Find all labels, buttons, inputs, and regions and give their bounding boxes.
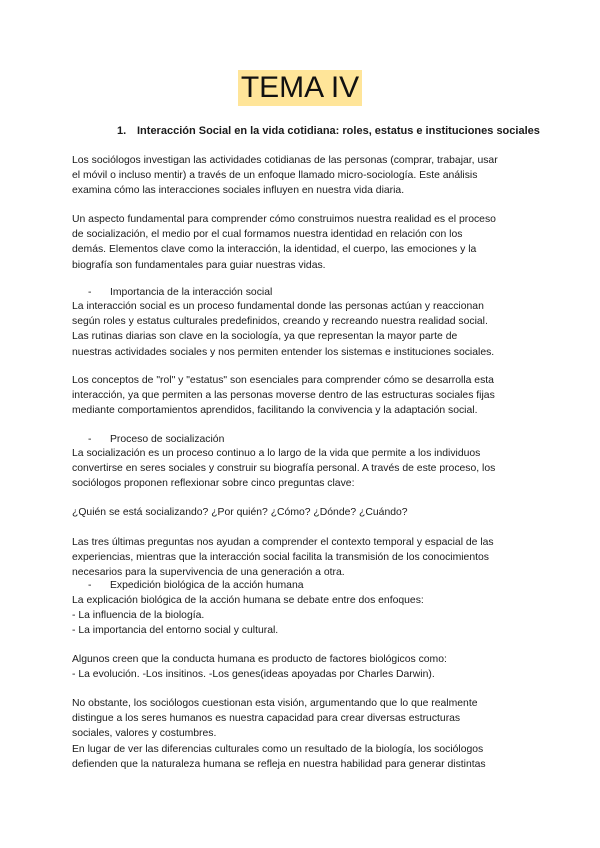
paragraph-socialization-process	[72, 446, 532, 492]
bullet-text: Proceso de socialización	[110, 434, 225, 445]
paragraph-biology-approaches	[72, 593, 532, 639]
bullet-text: Importancia de la interacción social	[110, 287, 273, 298]
paragraph-context	[72, 535, 532, 581]
paragraph-interaction	[72, 299, 532, 360]
text-line: experiencias, mientras que la interacción social facilita la transmisión de los conocimientos	[72, 552, 489, 564]
bullet-text: Expedición biológica de la acción humana	[110, 580, 304, 591]
bullet-dash: -	[88, 580, 92, 591]
text-line: - La influencia de la biología.	[72, 610, 205, 622]
text-line: ¿Quién se está socializando? ¿Por quién? ¿Cómo? ¿Dónde? ¿Cuándo?	[72, 507, 408, 518]
page-title: TEMA IV	[238, 70, 362, 106]
bullet-heading-biology	[88, 578, 304, 593]
bullet-heading-interaction	[88, 285, 272, 300]
text-line: biografía son fundamentales para guiar nuestras vidas.	[72, 259, 326, 271]
text-line: necesarios para la supervivencia de una generación a otra.	[72, 567, 345, 579]
text-line: convertirse en seres sociales y construir su biografía personal. A través de este proceso, los	[72, 463, 496, 475]
text-line: Los sociólogos investigan las actividades cotidianas de las personas (comprar, trabajar, usar	[72, 155, 498, 166]
text-line: La socialización es un proceso continuo a lo largo de la vida que permite a los individuos	[72, 448, 481, 459]
text-line: interacción, ya que permiten a las personas moverse dentro de las estructuras sociales fijas	[72, 390, 495, 402]
text-line: defienden que la naturaleza humana se refleja en nuestra habilidad para generar distintas	[72, 758, 486, 770]
section-number: 1.	[117, 125, 127, 137]
text-line: según roles y estatus culturales predefinidos, creando y recreando nuestra realidad social.	[72, 316, 488, 328]
bullet-dash: -	[88, 287, 92, 298]
paragraph-questions	[72, 505, 532, 520]
text-line: el móvil o incluso mentir) a través de un enfoque llamado micro-sociología. Este análisis	[72, 170, 478, 182]
text-line: Las rutinas diarias son clave en la sociología, ya que representan la mayor parte de	[72, 331, 458, 343]
paragraph-biological-factors	[72, 652, 532, 682]
text-line: mediante comportamientos aprendidos, facilitando la convivencia y la adaptación social.	[72, 405, 478, 417]
text-line: Las tres últimas preguntas nos ayudan a comprender el contexto temporal y espacial de las	[72, 537, 494, 548]
text-line: Algunos creen que la conducta humana es producto de factores biológicos como:	[72, 654, 447, 665]
text-line: demás. Elementos clave como la interacción, la identidad, el cuerpo, las emociones y la	[72, 244, 477, 256]
text-line: sociólogos proponen reflexionar sobre cinco preguntas clave:	[72, 478, 355, 490]
section-heading	[117, 124, 587, 138]
text-line: Un aspecto fundamental para comprender cómo construimos nuestra realidad es el proceso	[72, 214, 496, 225]
text-line: - La importancia del entorno social y cultural.	[72, 625, 279, 637]
text-line: de socialización, el medio por el cual formamos nuestra identidad en relación con los	[72, 229, 463, 241]
text-line: La explicación biológica de la acción humana se debate entre dos enfoques:	[72, 595, 424, 606]
paragraph-intro	[72, 153, 532, 199]
bullet-heading-socialization	[88, 432, 224, 447]
section-heading-text: Interacción Social en la vida cotidiana: roles, estatus e instituciones sociales	[137, 125, 540, 137]
text-line: - La evolución. -Los insitinos. -Los genes(ideas apoyadas por Charles Darwin).	[72, 669, 435, 681]
text-line: Los conceptos de "rol" y "estatus" son esenciales para comprender cómo se desarrolla esta	[72, 375, 494, 386]
text-line: sociales, valores y costumbres.	[72, 728, 217, 740]
text-line: examina cómo las interacciones sociales influyen en nuestra vida diaria.	[72, 185, 405, 197]
text-line: La interacción social es un proceso fundamental donde las personas actúan y reaccionan	[72, 301, 484, 312]
text-line: En lugar de ver las diferencias culturales como un resultado de la biología, los sociólogos	[72, 743, 484, 755]
title-container	[0, 70, 600, 106]
bullet-dash: -	[88, 434, 92, 445]
paragraph-role-status	[72, 373, 532, 419]
text-line: No obstante, los sociólogos cuestionan esta visión, argumentando que lo que realmente	[72, 698, 478, 709]
text-line: distingue a los seres humanos es nuestra capacidad para crear diversas estructuras	[72, 713, 461, 725]
paragraph-socialization-intro	[72, 212, 532, 273]
text-line: nuestras actividades sociales y nos permiten entender los sistemas e instituciones sociales.	[72, 346, 495, 358]
paragraph-sociologists-view	[72, 696, 532, 772]
